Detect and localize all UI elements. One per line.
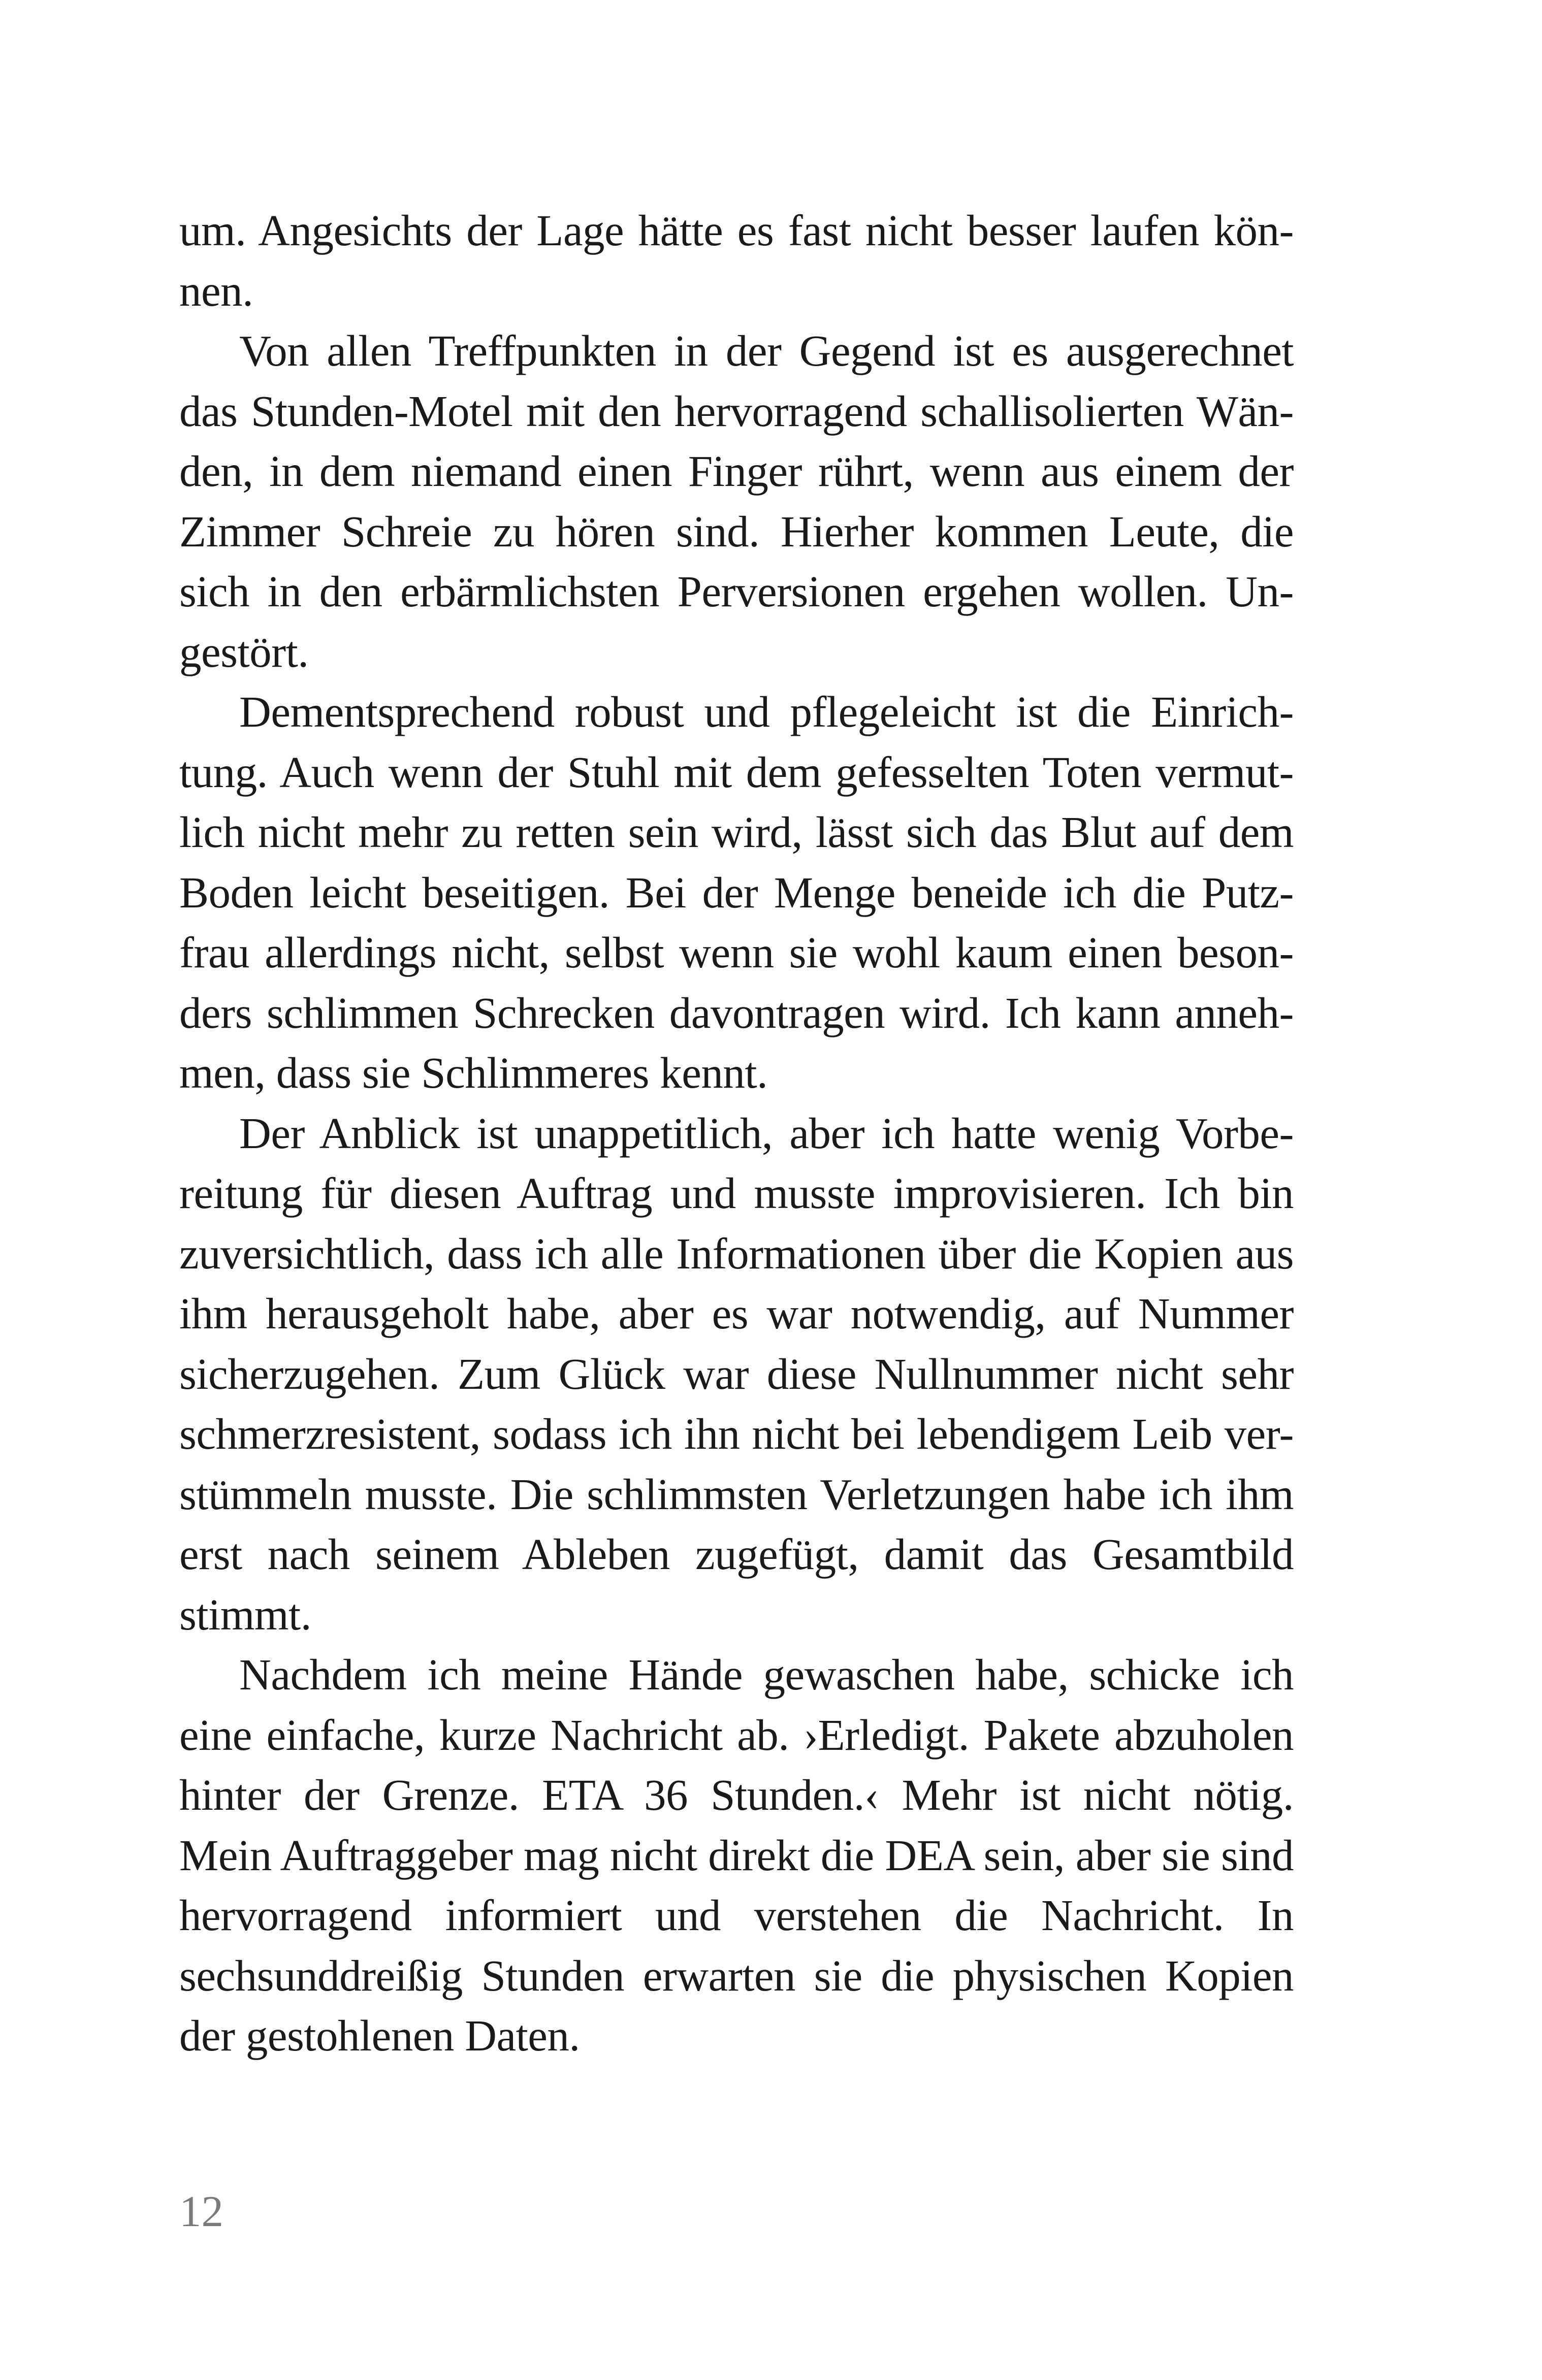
text-line: sicherzugehen. Zum Glück war diese Nullnummer nicht sehr: [179, 1349, 1294, 1398]
text-line: hervorragend informiert und verstehen die Nachricht. In: [179, 1890, 1294, 1940]
text-line: frau allerdings nicht, selbst wenn sie wohl kaum einen beson-: [179, 928, 1294, 977]
text-line: schmerzresistent, sodass ich ihn nicht bei lebendigem Leib ver-: [179, 1409, 1294, 1458]
text-line: den, in dem niemand einen Finger rührt, wenn aus einem der: [179, 446, 1294, 496]
text-line: sechsunddreißig Stunden erwarten sie die physischen Kopien: [179, 1950, 1294, 2000]
text-line: Zimmer Schreie zu hören sind. Hierher kommen Leute, die: [179, 506, 1294, 556]
text-line: stimmt.: [179, 1589, 311, 1639]
text-line: sich in den erbärmlichsten Perversionen ergehen wollen. Un-: [179, 567, 1294, 616]
text-line: gestört.: [179, 627, 309, 676]
text-line: Mein Auftraggeber mag nicht direkt die DEA sein, aber sie sind: [179, 1830, 1294, 1880]
text-line: Nachdem ich meine Hände gewaschen habe, schicke ich: [239, 1650, 1294, 1699]
text-line: eine einfache, kurze Nachricht ab. ›Erledigt. Pakete abzuholen: [179, 1710, 1294, 1759]
text-line: Von allen Treffpunkten in der Gegend ist es ausgerechnet: [239, 326, 1294, 375]
page-number: 12: [179, 2187, 223, 2236]
text-line: reitung für diesen Auftrag und musste improvisieren. Ich bin: [179, 1168, 1294, 1218]
text-line: men, dass sie Schlimmeres kennt.: [179, 1048, 768, 1097]
text-line: Boden leicht beseitigen. Bei der Menge beneide ich die Putz-: [179, 867, 1294, 917]
text-line: Der Anblick ist unappetitlich, aber ich hatte wenig Vorbe-: [239, 1108, 1294, 1158]
text-line: hinter der Grenze. ETA 36 Stunden.‹ Mehr ist nicht nötig.: [179, 1770, 1294, 1819]
text-line: nen.: [179, 266, 253, 315]
text-line: tung. Auch wenn der Stuhl mit dem gefesselten Toten vermut-: [179, 747, 1294, 797]
body-text: [179, 201, 1294, 2066]
text-line: ders schlimmen Schrecken davontragen wird. Ich kann anneh-: [179, 988, 1294, 1037]
text-line: das Stunden-Motel mit den hervorragend schallisolierten Wän-: [179, 386, 1294, 436]
text-line: um. Angesichts der Lage hätte es fast nicht besser laufen kön-: [179, 206, 1294, 255]
text-line: stümmeln musste. Die schlimmsten Verletzungen habe ich ihm: [179, 1469, 1294, 1519]
text-line: der gestohlenen Daten.: [179, 2011, 580, 2060]
text-line: lich nicht mehr zu retten sein wird, lässt sich das Blut auf dem: [179, 807, 1294, 857]
text-line: ihm herausgeholt habe, aber es war notwendig, auf Nummer: [179, 1289, 1294, 1338]
text-line: Dementsprechend robust und pflegeleicht ist die Einrich-: [239, 687, 1294, 736]
text-line: zuversichtlich, dass ich alle Informationen über die Kopien aus: [179, 1228, 1294, 1278]
text-line: erst nach seinem Ableben zugefügt, damit das Gesamtbild: [179, 1529, 1294, 1579]
